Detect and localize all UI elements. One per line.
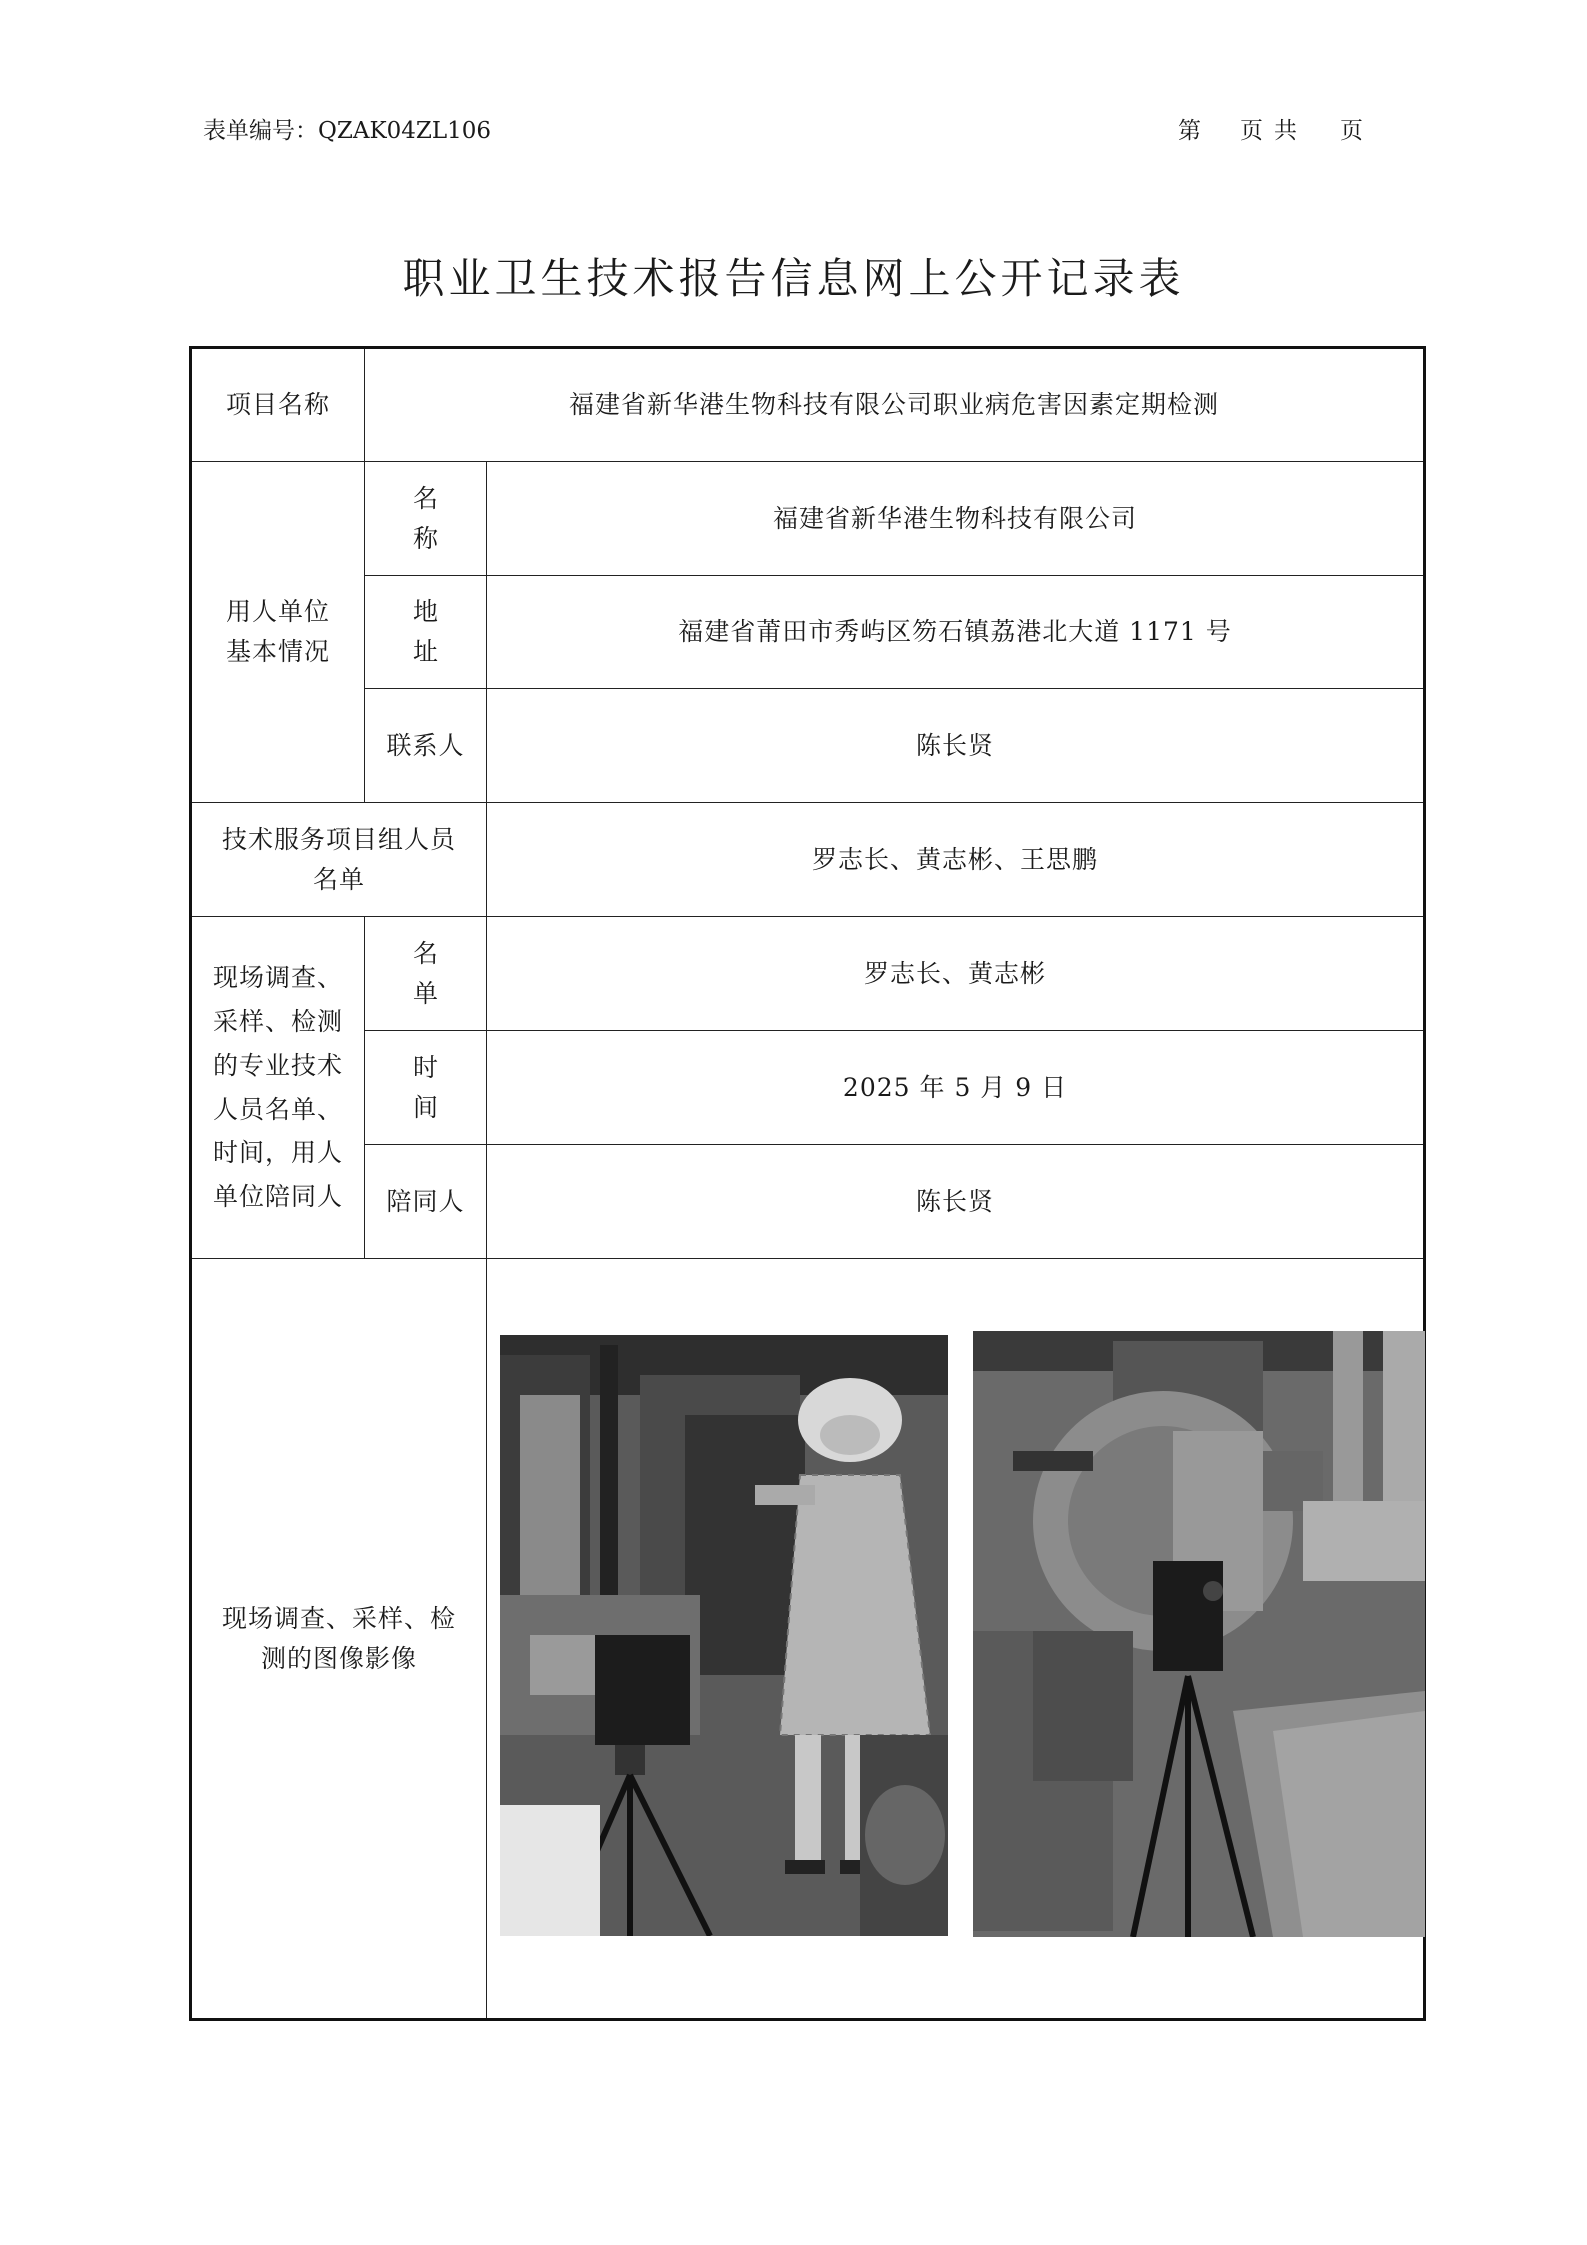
employer-address-value: 福建省莆田市秀屿区笏石镇荔港北大道 1171 号: [487, 576, 1425, 689]
employer-address-label: 地址: [365, 576, 487, 689]
images-label: 现场调查、采样、检测的图像影像: [191, 1259, 487, 2020]
table-row: [191, 1145, 1425, 1259]
employer-contact-value: 陈长贤: [487, 689, 1425, 803]
table-row: [191, 1031, 1425, 1145]
table-row: [191, 917, 1425, 1031]
field-list-label: 名单: [365, 917, 487, 1031]
table-row: [191, 348, 1425, 462]
page-counter: 第 页 共 页: [1178, 118, 1364, 144]
employer-contact-label: 联系人: [365, 689, 487, 803]
field-escort-value: 陈长贤: [487, 1145, 1425, 1259]
employer-name-label: 名称: [365, 462, 487, 576]
table-row: [191, 1259, 1425, 2020]
photo-worker-bagging-icon: [500, 1335, 948, 1936]
field-label: 现场调查、采样、检测的专业技术人员名单、时间，用人单位陪同人: [191, 917, 365, 1259]
form-number: 表单编号：QZAK04ZL106: [203, 118, 492, 144]
field-time-value: 2025 年 5 月 9 日: [487, 1031, 1425, 1145]
page-title: 职业卫生技术报告信息网上公开记录表: [402, 254, 1185, 303]
record-table: [189, 346, 1426, 2021]
employer-label: 用人单位基本情况: [191, 462, 365, 803]
table-row: [191, 803, 1425, 917]
table-row: [191, 576, 1425, 689]
team-label: 技术服务项目组人员名单: [191, 803, 487, 917]
team-value: 罗志长、黄志彬、王思鹏: [487, 803, 1425, 917]
table-row: [191, 689, 1425, 803]
project-name-value: 福建省新华港生物科技有限公司职业病危害因素定期检测: [365, 348, 1425, 462]
field-time-label: 时间: [365, 1031, 487, 1145]
employer-name-value: 福建省新华港生物科技有限公司: [487, 462, 1425, 576]
field-escort-label: 陪同人: [365, 1145, 487, 1259]
photo-mixer-machine-icon: [973, 1331, 1425, 1937]
table-row: [191, 462, 1425, 576]
field-list-value: 罗志长、黄志彬: [487, 917, 1425, 1031]
images-cell: [487, 1259, 1425, 2020]
project-name-label: 项目名称: [191, 348, 365, 462]
